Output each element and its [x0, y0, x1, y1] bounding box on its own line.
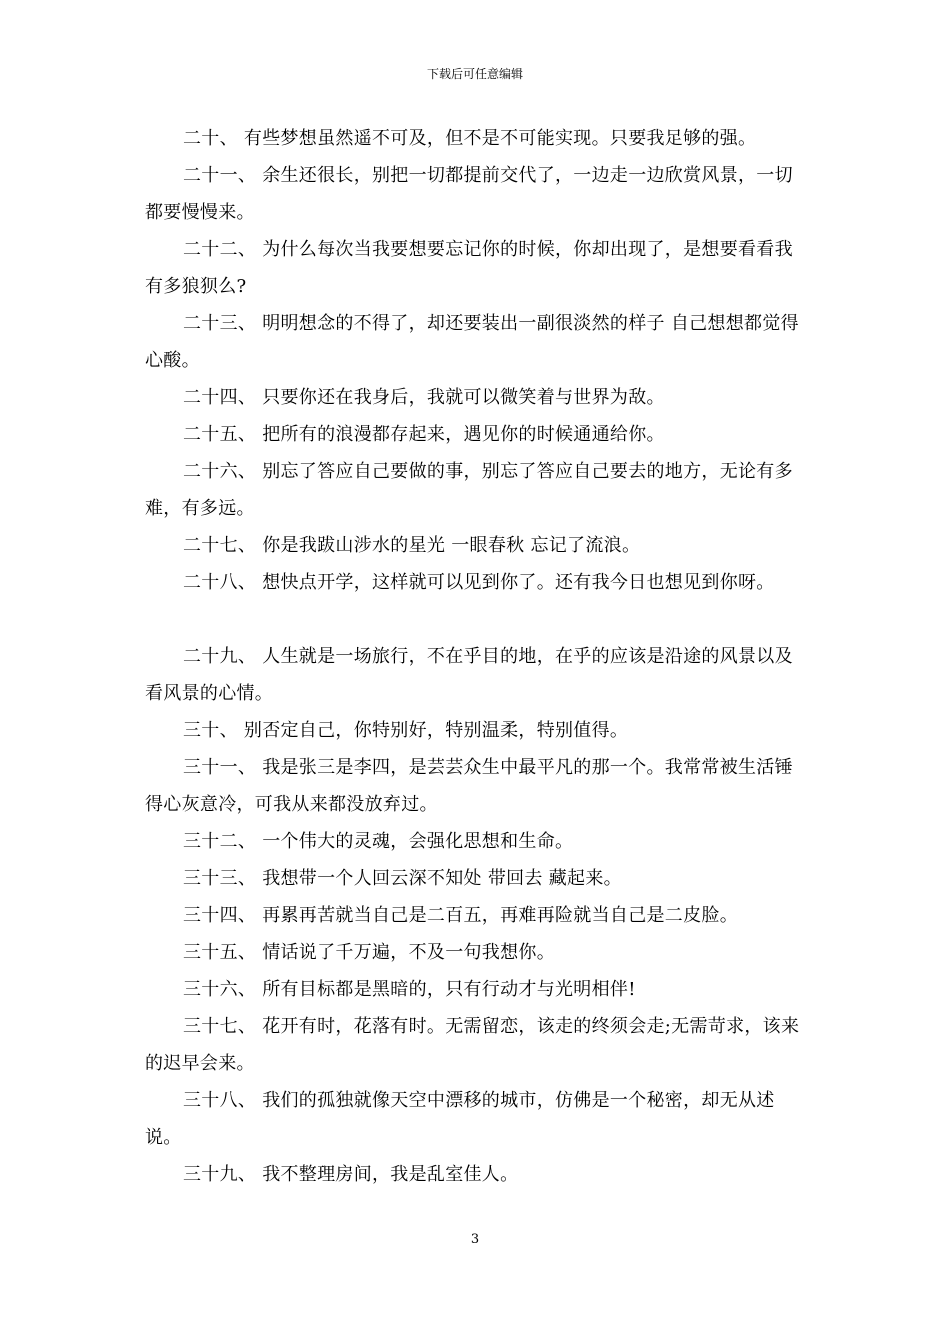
item-text: 我是张三是李四，是芸芸众生中最平凡的那一个。我常常被生活锤得心灰意冷，可我从来都没放弃过。	[145, 757, 793, 815]
item-number: 二十、	[183, 128, 238, 149]
document-body	[145, 120, 807, 1193]
item-text: 再累再苦就当自己是二百五，再难再险就当自己是二皮脸。	[262, 905, 739, 926]
list-item	[145, 934, 807, 971]
list-item	[145, 712, 807, 749]
item-number: 二十八、	[183, 572, 257, 593]
item-text: 人生就是一场旅行，不在乎目的地，在乎的应该是沿途的风景以及看风景的心情。	[145, 646, 793, 704]
list-item	[145, 453, 807, 527]
item-text: 把所有的浪漫都存起来，遇见你的时候通通给你。	[262, 424, 665, 445]
page-header: 下载后可任意编辑	[426, 67, 523, 81]
item-number: 三十九、	[183, 1164, 257, 1185]
page-number: 3	[470, 1232, 480, 1247]
item-text: 明明想念的不得了，却还要装出一副很淡然的样子 自己想想都觉得心酸。	[145, 313, 799, 371]
item-text: 所有目标都是黑暗的，只有行动才与光明相伴!	[262, 979, 636, 1000]
item-number: 三十一、	[183, 757, 257, 778]
list-item	[145, 749, 807, 823]
list-item	[145, 897, 807, 934]
item-number: 二十四、	[183, 387, 257, 408]
list-item	[145, 305, 807, 379]
item-number: 三十八、	[183, 1090, 257, 1111]
list-item	[145, 860, 807, 897]
list-item	[145, 157, 807, 231]
item-number: 三十五、	[183, 942, 257, 963]
item-text: 余生还很长，别把一切都提前交代了，一边走一边欣赏风景，一切都要慢慢来。	[145, 165, 793, 223]
item-text: 有些梦想虽然遥不可及，但不是不可能实现。只要我足够的强。	[243, 128, 757, 149]
list-item	[145, 416, 807, 453]
list-item	[145, 638, 807, 712]
item-text: 一个伟大的灵魂，会强化思想和生命。	[262, 831, 574, 852]
item-number: 二十五、	[183, 424, 257, 445]
item-text: 别否定自己，你特别好，特别温柔，特别值得。	[243, 720, 629, 741]
list-item	[145, 527, 807, 564]
item-text: 情话说了千万遍，不及一句我想你。	[262, 942, 556, 963]
item-text: 想快点开学，这样就可以见到你了。还有我今日也想见到你呀。	[262, 572, 775, 593]
item-text: 为什么每次当我要想要忘记你的时候，你却出现了，是想要看看我有多狼狈么?	[145, 239, 793, 297]
list-item	[145, 971, 807, 1008]
item-number: 三十二、	[183, 831, 257, 852]
list-item	[145, 379, 807, 416]
item-text: 别忘了答应自己要做的事，别忘了答应自己要去的地方，无论有多难，有多远。	[145, 461, 793, 519]
item-number: 二十六、	[183, 461, 257, 482]
list-item	[145, 823, 807, 860]
item-number: 三十七、	[183, 1016, 257, 1037]
list-item	[145, 120, 807, 157]
item-text: 我不整理房间，我是乱室佳人。	[262, 1164, 519, 1185]
item-number: 三十三、	[183, 868, 257, 889]
item-text: 我想带一个人回云深不知处 带回去 藏起来。	[262, 868, 622, 889]
list-item	[145, 564, 807, 601]
item-text: 你是我跋山涉水的星光 一眼春秋 忘记了流浪。	[262, 535, 641, 556]
item-number: 三十四、	[183, 905, 257, 926]
list-item	[145, 1156, 807, 1193]
blank-line	[145, 601, 807, 638]
item-number: 二十一、	[183, 165, 257, 186]
item-text: 我们的孤独就像天空中漂移的城市，仿佛是一个秘密，却无从述说。	[145, 1090, 775, 1148]
item-number: 二十二、	[183, 239, 257, 260]
list-item	[145, 1008, 807, 1082]
item-text: 花开有时，花落有时。无需留恋，该走的终须会走;无需苛求，该来的迟早会来。	[145, 1016, 800, 1074]
list-item	[145, 1082, 807, 1156]
item-number: 三十六、	[183, 979, 257, 1000]
item-number: 三十、	[183, 720, 238, 741]
item-number: 二十七、	[183, 535, 257, 556]
list-item	[145, 231, 807, 305]
item-text: 只要你还在我身后，我就可以微笑着与世界为敌。	[262, 387, 665, 408]
item-number: 二十九、	[183, 646, 257, 667]
item-number: 二十三、	[183, 313, 257, 334]
